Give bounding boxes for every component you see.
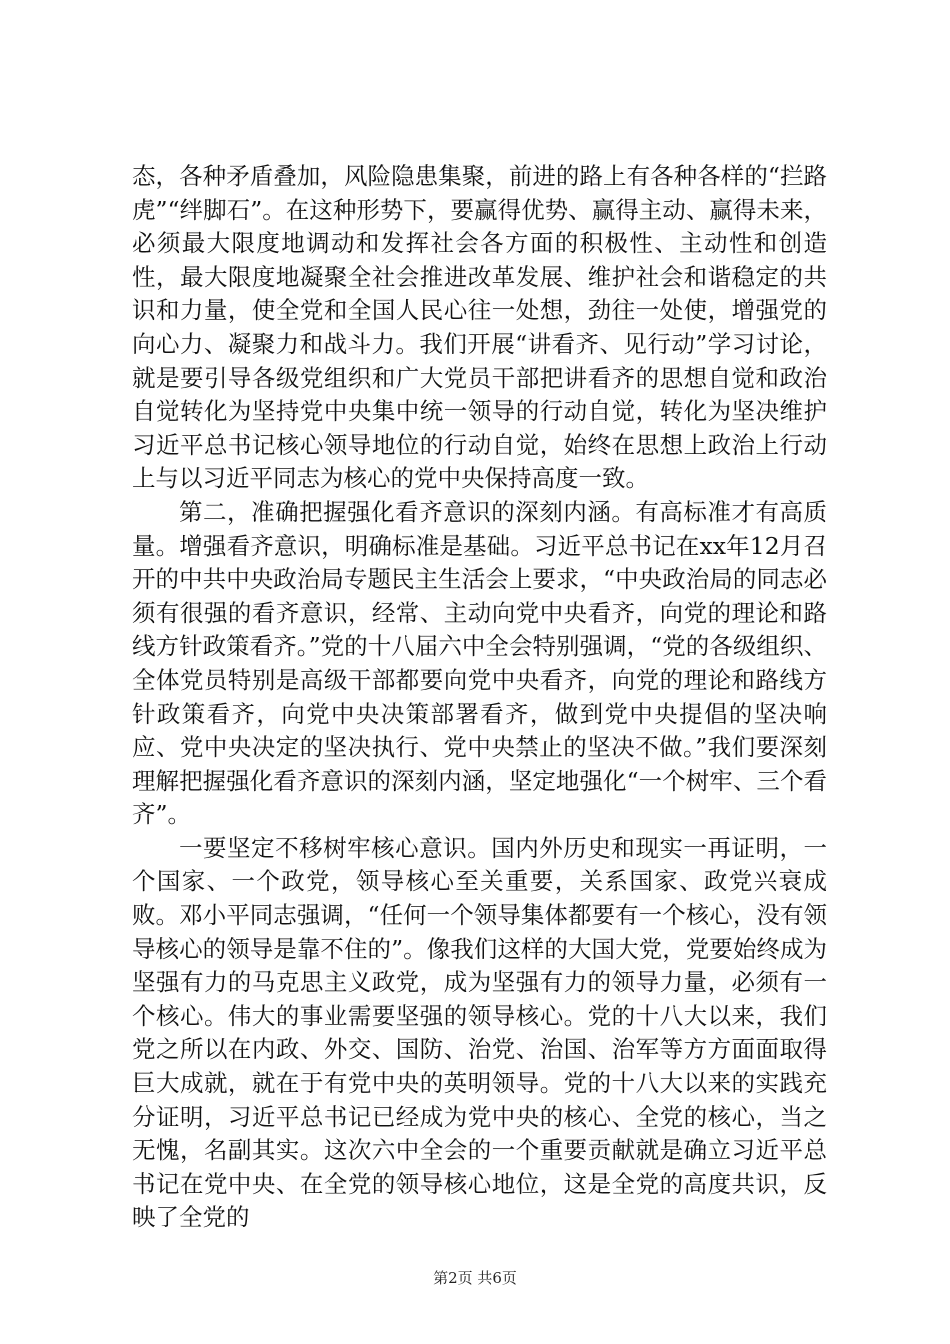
paragraph-3: 一要坚定不移树牢核心意识。国内外历史和现实一再证明，一个国家、一个政党，领导核心至关重要，关系国家、政党兴衰成败。邓小平同志强调，“任何一个领导集体都要有一个核心，没有领导核心的领导是靠不住的”。像我们这样的大国大党，党要始终成为坚强有力的马克思主义政党，成为坚强有力的领导力量，必须有一个核心。伟大的事业需要坚强的领导核心。党的十八大以来，我们党之所以在内政、外交、国防、治党、治国、治军等方方面面取得巨大成就，就在于有党中央的英明领导。党的十八大以来的实践充分证明，习近平总书记已经成为党中央的核心、全党的核心，当之无愧，名副其实。这次六中全会的一个重要贡献就是确立习近平总书记在党中央、在全党的领导核心地位，这是全党的高度共识，反映了全党的 <box>132 833 827 1232</box>
document-body <box>132 160 827 1235</box>
paragraph-2: 第二，准确把握强化看齐意识的深刻内涵。有高标准才有高质量。增强看齐意识，明确标准是基础。习近平总书记在xx年12月召开的中共中央政治局专题民主生活会上要求，“中央政治局的同志必须有很强的看齐意识，经常、主动向党中央看齐，向党的理论和路线方针政策看齐。”党的十八届六中全会特别强调，“党的各级组织、全体党员特别是高级干部都要向党中央看齐，向党的理论和路线方针政策看齐，向党中央决策部署看齐，做到党中央提倡的坚决响应、党中央决定的坚决执行、党中央禁止的坚决不做。”我们要深刻理解把握强化看齐意识的深刻内涵，坚定地强化“一个树牢、三个看齐”。 <box>132 497 827 829</box>
paragraph-1: 态，各种矛盾叠加，风险隐患集聚，前进的路上有各种各样的“拦路虎”“绊脚石”。在这种形势下，要赢得优势、赢得主动、赢得未来，必须最大限度地调动和发挥社会各方面的积极性、主动性和创造性，最大限度地凝聚全社会推进改革发展、维护社会和谐稳定的共识和力量，使全党和全国人民心往一处想，劲往一处使，增强党的向心力、凝聚力和战斗力。我们开展“讲看齐、见行动”学习讨论，就是要引导各级党组织和广大党员干部把讲看齐的思想自觉和政治自觉转化为坚持党中央集中统一领导的行动自觉，转化为坚决维护习近平总书记核心领导地位的行动自觉，始终在思想上政治上行动上与以习近平同志为核心的党中央保持高度一致。 <box>132 162 827 493</box>
page-number-footer: 第2页 共6页 <box>433 1269 517 1287</box>
